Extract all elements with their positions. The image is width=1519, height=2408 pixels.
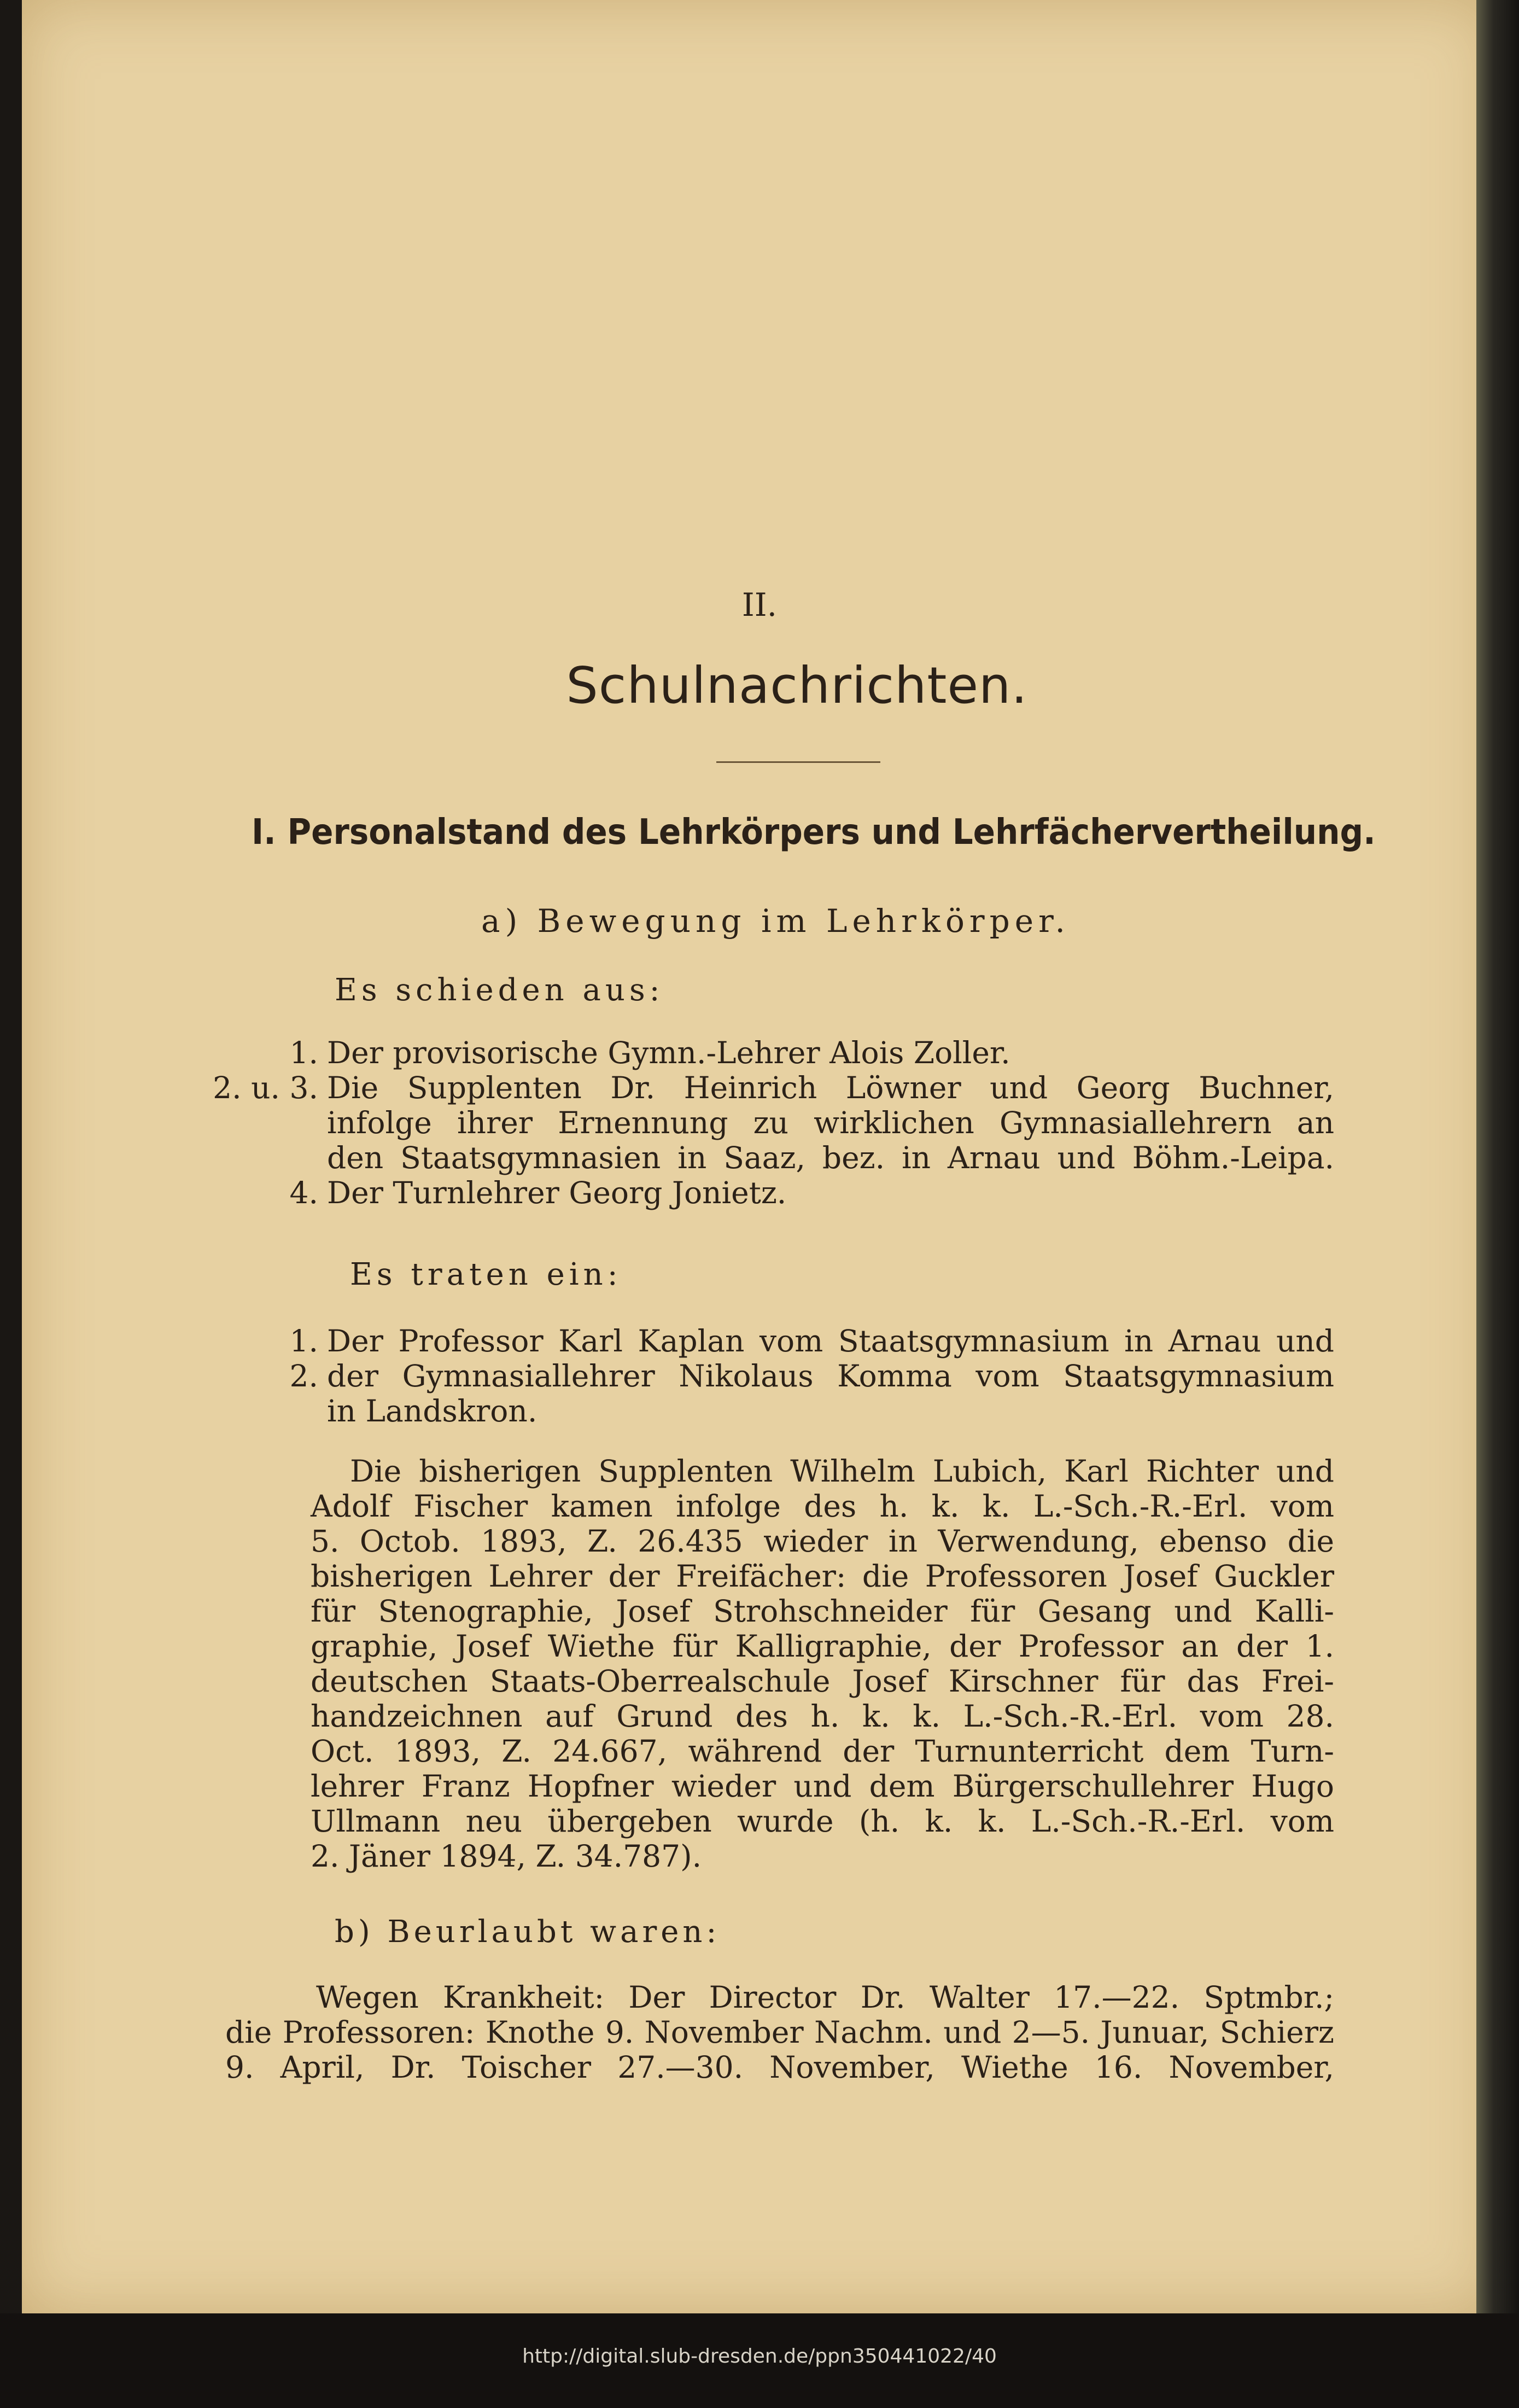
entered-label: Es traten ein: (350, 1257, 622, 1292)
paragraph-line: Oct. 1893, Z. 24.667, während der Turnunterricht dem Turn- (311, 1734, 1334, 1769)
paragraph-line: Die bisherigen Supplenten Wilhelm Lubich, Karl Richter und (350, 1454, 1334, 1489)
list-item-line: der Gymnasiallehrer Nikolaus Komma vom Staatsgymnasium (327, 1358, 1334, 1394)
list-number: 2. u. 3. (213, 1070, 318, 1105)
subheading-b: b) Beurlaubt waren: (335, 1914, 721, 1950)
list-item-line: Der provisorische Gymn.-Lehrer Alois Zoller. (327, 1035, 1010, 1070)
paragraph-line: für Stenographie, Josef Strohschneider für Gesang und Kalli- (311, 1594, 1334, 1629)
list-number: 2. (289, 1358, 318, 1394)
section-heading: I. Personalstand des Lehrkörpers und Lehrfächervertheilung. (252, 812, 1376, 853)
paragraph-line: bisherigen Lehrer der Freifächer: die Professoren Josef Guckler (311, 1559, 1334, 1594)
paragraph-line: graphie, Josef Wiethe für Kalligraphie, der Professor an der 1. (311, 1629, 1334, 1664)
list-item-line: Der Professor Karl Kaplan vom Staatsgymnasium in Arnau und (327, 1323, 1334, 1358)
paragraph-line: die Professoren: Knothe 9. November Nachm. und 2—5. Junuar, Schierz (225, 2015, 1334, 2050)
paragraph-line: handzeichnen auf Grund des h. k. k. L.-Sch.-R.-Erl. vom 28. (311, 1699, 1334, 1734)
page-title: Schulnachrichten. (566, 656, 1028, 715)
list-number: 1. (289, 1323, 318, 1358)
book-spine-edge (1476, 0, 1519, 2408)
paragraph-line: Adolf Fischer kamen infolge des h. k. k. L.-Sch.-R.-Erl. vom (311, 1489, 1334, 1524)
list-number: 1. (289, 1035, 318, 1070)
paragraph-line: lehrer Franz Hopfner wieder und dem Bürgerschullehrer Hugo (311, 1769, 1334, 1804)
paragraph-line: 2. Jäner 1894, Z. 34.787). (311, 1839, 702, 1874)
list-item-line: Der Turnlehrer Georg Jonietz. (327, 1175, 787, 1210)
left-label: Es schieden aus: (335, 972, 664, 1008)
list-item-line: in Landskron. (327, 1394, 538, 1429)
list-item-line: infolge ihrer Ernennung zu wirklichen Gymnasiallehrern an (327, 1105, 1334, 1140)
source-url: http://digital.slub-dresden.de/ppn350441022/40 (522, 2345, 997, 2368)
section-number: II. (741, 586, 778, 623)
paragraph-line: 5. Octob. 1893, Z. 26.435 wieder in Verwendung, ebenso die (311, 1524, 1334, 1559)
list-number: 4. (289, 1175, 318, 1210)
paragraph-line: 9. April, Dr. Toischer 27.—30. November, Wiethe 16. November, (225, 2050, 1334, 2085)
list-item-line: Die Supplenten Dr. Heinrich Löwner und Georg Buchner, (327, 1070, 1334, 1105)
title-divider (716, 761, 880, 763)
subheading-a: a) Bewegung im Lehrkörper. (481, 902, 1070, 940)
paragraph-line: Ullmann neu übergeben wurde (h. k. k. L.-Sch.-R.-Erl. vom (311, 1804, 1334, 1839)
paragraph-line: deutschen Staats-Oberrealschule Josef Kirschner für das Frei- (311, 1664, 1334, 1699)
paragraph-line: Wegen Krankheit: Der Director Dr. Walter 17.—22. Sptmbr.; (316, 1980, 1334, 2015)
list-item-line: den Staatsgymnasien in Saaz, bez. in Arnau und Böhm.-Leipa. (327, 1140, 1334, 1175)
